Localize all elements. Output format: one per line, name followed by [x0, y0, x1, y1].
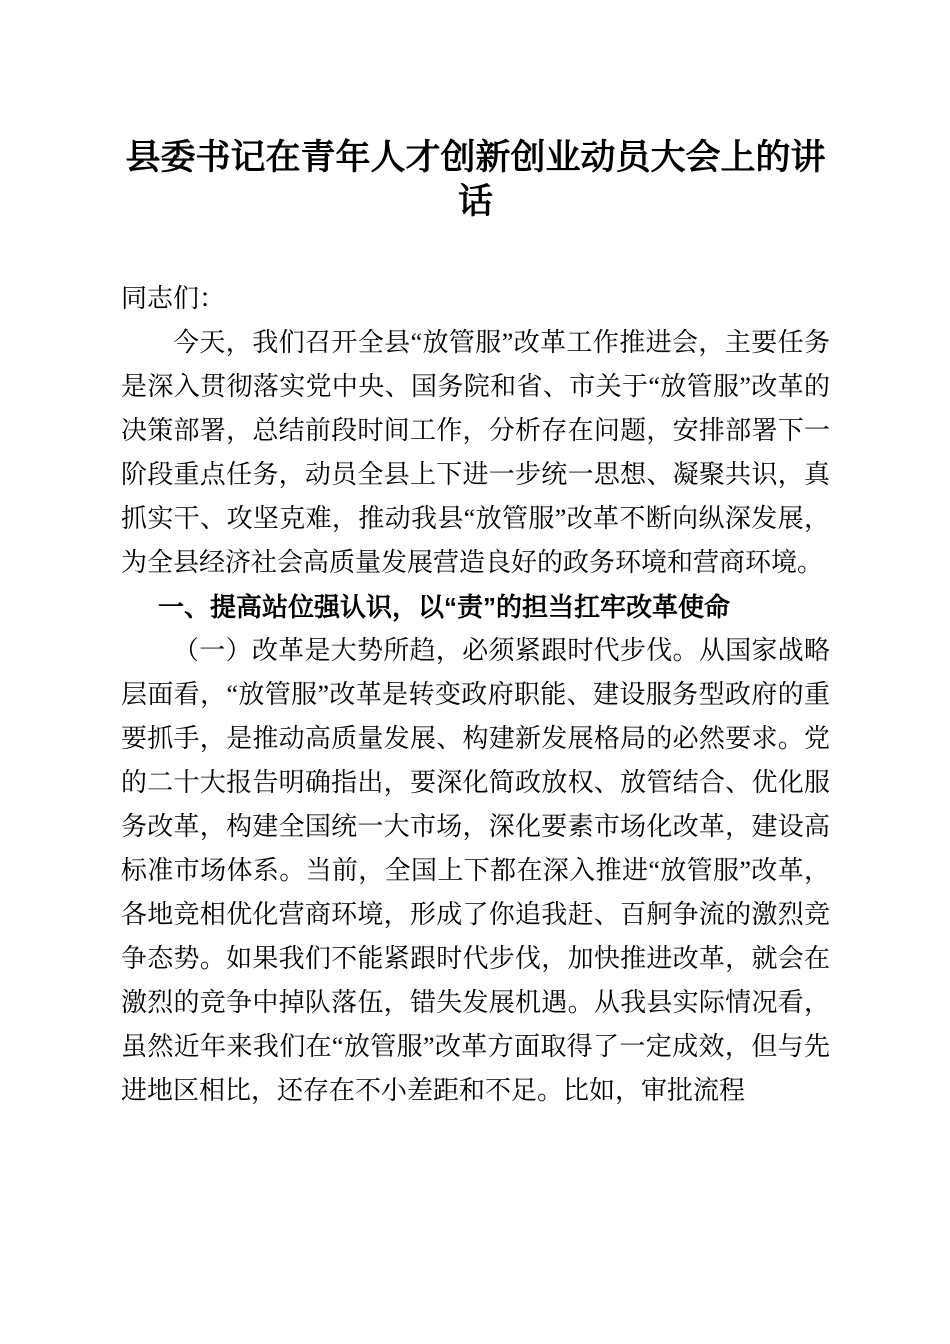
section-1-paragraph-1-lead-sentence: （一）改革是大势所趋，必须紧跟时代步伐。 — [173, 636, 699, 666]
document-title: 县委书记在青年人才创新创业动员大会上的讲话 — [125, 138, 826, 221]
section-1-heading: 一、提高站位强认识，以“责”的担当扛牢改革使命 — [158, 592, 731, 622]
section-1-paragraph-1 — [121, 629, 830, 1113]
intro-paragraph: 今天，我们召开全县“放管服”改革工作推进会，主要任务是深入贯彻落实党中央、国务院和省、市关于“放管服”改革的决策部署，总结前段时间工作，分析存在问题，安排部署下一阶段重点任务，动员全县上下进一步统一思想、凝聚共识，真抓实干、攻坚克难，推动我县“放管服”改革不断向纵深发展，为全县经济社会高质量发展营造良好的政务环境和营商环境。 — [121, 328, 830, 577]
section-1-paragraph-1-body-text: 从国家战略层面看，“放管服”改革是转变政府职能、建设服务型政府的重要抓手，是推动高质量发展、构建新发展格局的必然要求。党的二十大报告明确指出，要深化简政放权、放管结合、优化服务改革，构建全国统一大市场，深化要素市场化改革，建设高标准市场体系。当前，全国上下都在深入推进“放管服”改革，各地竞相优化营商环境，形成了你追我赶、百舸争流的激烈竞争态势。如果我们不能紧跟时代步伐，加快推进改革，就会在激烈的竞争中掉队落伍，错失发展机遇。从我县实际情况看，虽然近年来我们在“放管服”改革方面取得了一定成效，但与先进地区相比，还存在不小差距和不足。比如，审批流程 — [121, 636, 830, 1105]
salutation: 同志们： — [121, 284, 226, 313]
